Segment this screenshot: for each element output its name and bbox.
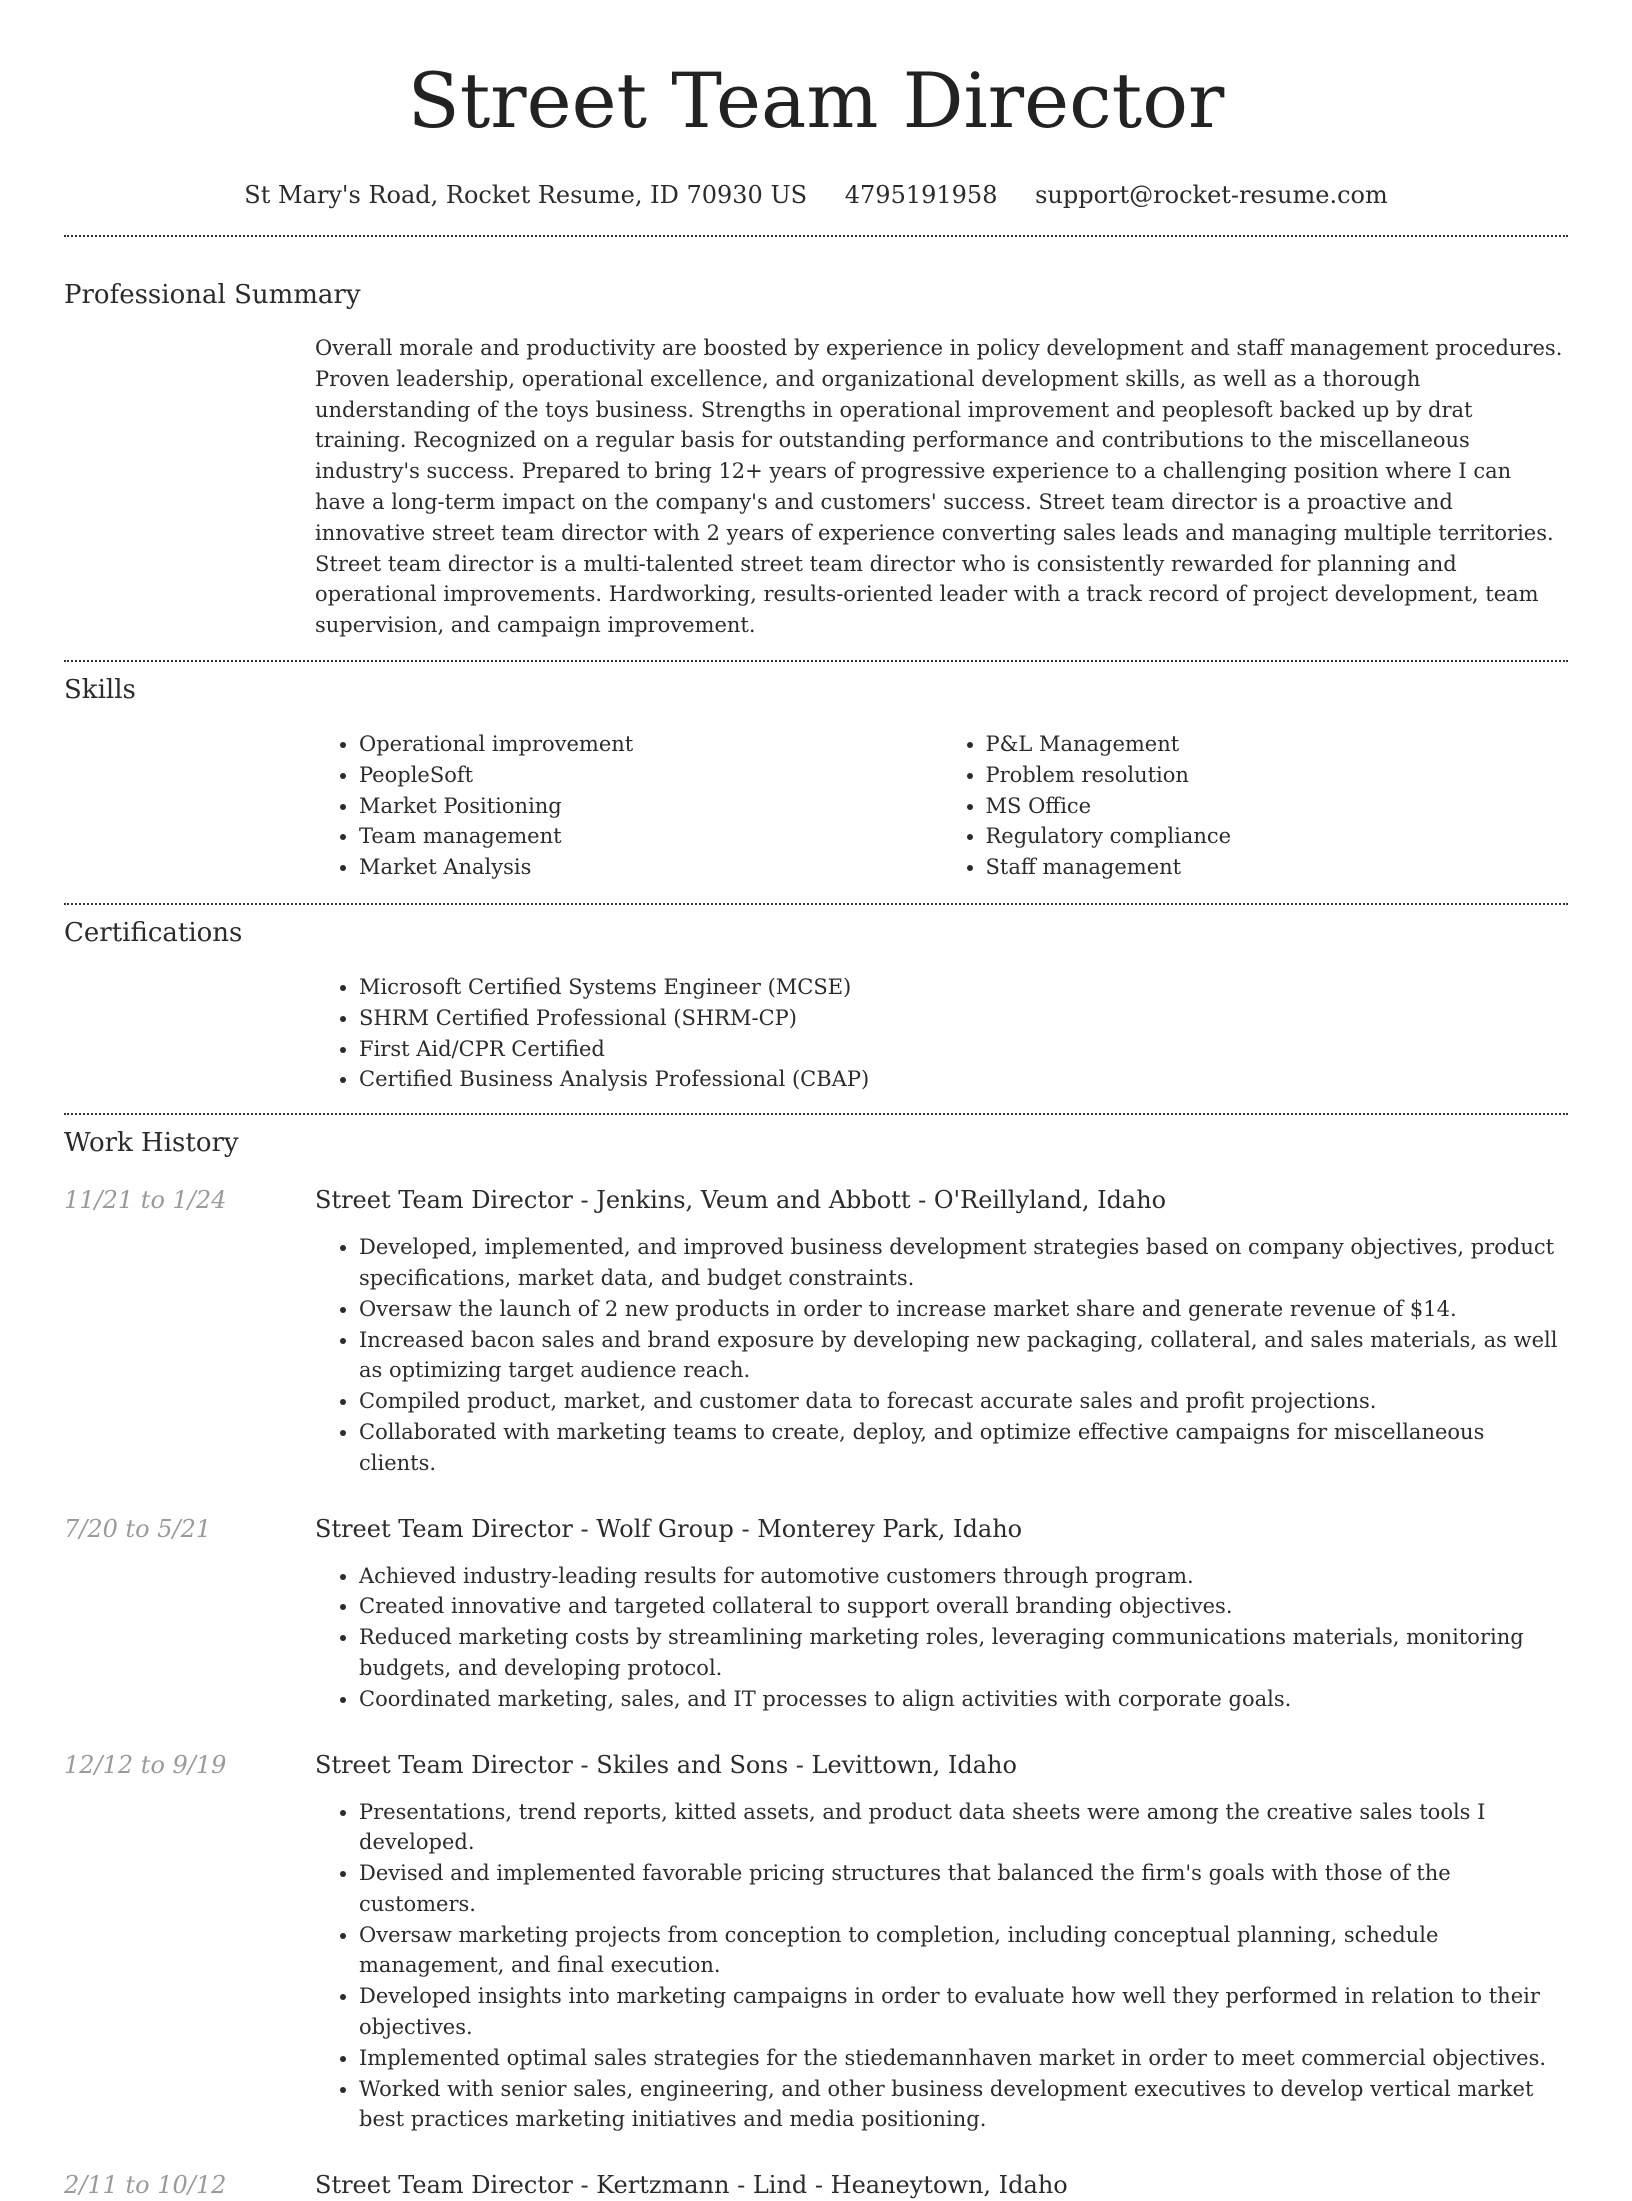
job-title: Street Team Director - Kertzmann - Lind - Heaneytown, Idaho bbox=[315, 2171, 1068, 2200]
job-bullet: • Oversaw marketing projects from conception to completion, including conceptual planning, schedule management, and final execution. bbox=[359, 1920, 1568, 1982]
summary-title: Professional Summary bbox=[64, 280, 361, 310]
job-details bbox=[315, 1797, 1568, 2136]
summary-text: Overall morale and productivity are boosted by experience in policy development and staff management procedures. Proven leadership, operational excellence, and organizational development skills, as well as a thorough understanding of the toys business. Strengths in operational improvement and peoplesoft backed up by drat training. Recognized on a regular basis for outstanding performance and contributions to the miscellaneous industry's success. Prepared to bring 12+ years of progressive experience to a challenging position where I can have a long-term impact on the company's and customers' success. Street team director is a proactive and innovative street team director with 2 years of experience converting sales leads and managing multiple territories. Street team director is a multi-talented street team director who is consistently rewarded for planning and operational improvements. Hardworking, results-oriented leader with a track record of project development, team supervision, and campaign improvement. bbox=[315, 336, 1563, 638]
job-entry bbox=[64, 1184, 1568, 1478]
job-bullet: • Implemented optimal sales strategies for the stiedemannhaven market in order to meet commercial objectives. bbox=[359, 2043, 1568, 2074]
candidate-name: Street Team Director bbox=[407, 56, 1225, 145]
job-bullets bbox=[315, 1232, 1568, 1478]
job-bullet: • Coordinated marketing, sales, and IT processes to align activities with corporate goals. bbox=[359, 1684, 1568, 1715]
job-details bbox=[315, 1561, 1568, 1715]
job-bullet: • Presentations, trend reports, kitted assets, and product data sheets were among the creative sales tools I developed. bbox=[359, 1797, 1568, 1859]
job-entry bbox=[64, 1513, 1568, 1715]
certifications-title: Certifications bbox=[64, 917, 243, 948]
job-entry bbox=[64, 2169, 1568, 2201]
skills-title: Skills bbox=[64, 674, 136, 705]
certifications-section bbox=[64, 917, 1568, 1095]
job-dates: 11/21 to 1/24 bbox=[64, 1186, 227, 1215]
skills-grid bbox=[315, 729, 1568, 883]
contact-phone: 4795191958 bbox=[844, 181, 998, 209]
contact-email: support@rocket-resume.com bbox=[1035, 181, 1388, 209]
work-section bbox=[64, 1127, 1568, 2201]
skills-list-left bbox=[315, 729, 942, 883]
skill-item: • Staff management bbox=[986, 852, 1569, 883]
skill-item: • MS Office bbox=[986, 791, 1569, 822]
certifications-divider bbox=[64, 1113, 1568, 1115]
skill-item: • PeopleSoft bbox=[359, 760, 942, 791]
contact-line bbox=[64, 180, 1568, 210]
skills-divider bbox=[64, 903, 1568, 905]
job-dates: 7/20 to 5/21 bbox=[64, 1514, 212, 1543]
job-title: Street Team Director - Jenkins, Veum and Abbott - O'Reillyland, Idaho bbox=[315, 1186, 1167, 1215]
job-title: Street Team Director - Wolf Group - Monterey Park, Idaho bbox=[315, 1514, 1023, 1543]
skill-item: • Market Analysis bbox=[359, 852, 942, 883]
skill-item: • Operational improvement bbox=[359, 729, 942, 760]
job-header bbox=[64, 1513, 1568, 1545]
job-header bbox=[64, 2169, 1568, 2201]
contact-address: St Mary's Road, Rocket Resume, ID 70930 US bbox=[244, 181, 808, 209]
certification-item: • Certified Business Analysis Professional (CBAP) bbox=[359, 1064, 1568, 1095]
job-bullet: • Developed insights into marketing campaigns in order to evaluate how well they performed in relation to their objectives. bbox=[359, 1981, 1568, 2043]
resume-page bbox=[64, 0, 1568, 2201]
job-bullet: • Reduced marketing costs by streamlining marketing roles, leveraging communications materials, monitoring budgets, and developing protocol. bbox=[359, 1622, 1568, 1684]
job-header bbox=[64, 1749, 1568, 1781]
job-dates: 12/12 to 9/19 bbox=[64, 1750, 227, 1779]
job-bullet: • Oversaw the launch of 2 new products in order to increase market share and generate revenue of $14. bbox=[359, 1294, 1568, 1325]
job-header bbox=[64, 1184, 1568, 1216]
job-bullet: • Increased bacon sales and brand exposure by developing new packaging, collateral, and sales materials, as well as optimizing target audience reach. bbox=[359, 1325, 1568, 1387]
certification-item: • SHRM Certified Professional (SHRM-CP) bbox=[359, 1003, 1568, 1034]
job-bullets bbox=[315, 1797, 1568, 2136]
skill-item: • Regulatory compliance bbox=[986, 821, 1569, 852]
job-entry bbox=[64, 1749, 1568, 2136]
job-bullet: • Created innovative and targeted collateral to support overall branding objectives. bbox=[359, 1591, 1568, 1622]
certifications-list bbox=[315, 972, 1568, 1095]
summary-section bbox=[64, 279, 1568, 641]
skills-section bbox=[64, 674, 1568, 883]
skill-item: • Team management bbox=[359, 821, 942, 852]
skills-list-right bbox=[942, 729, 1569, 883]
job-bullet: • Compiled product, market, and customer data to forecast accurate sales and profit projections. bbox=[359, 1386, 1568, 1417]
work-title: Work History bbox=[64, 1128, 239, 1159]
skill-item: • P&L Management bbox=[986, 729, 1569, 760]
skill-item: • Market Positioning bbox=[359, 791, 942, 822]
job-details bbox=[315, 1232, 1568, 1478]
certifications-block bbox=[315, 972, 1568, 1095]
job-dates: 2/11 to 10/12 bbox=[64, 2171, 227, 2200]
job-bullet: • Developed, implemented, and improved business development strategies based on company objectives, product specifications, market data, and budget constraints. bbox=[359, 1232, 1568, 1294]
job-bullet: • Collaborated with marketing teams to create, deploy, and optimize effective campaigns for miscellaneous clients. bbox=[359, 1417, 1568, 1479]
certification-item: • First Aid/CPR Certified bbox=[359, 1034, 1568, 1065]
job-bullet: • Devised and implemented favorable pricing structures that balanced the firm's goals with those of the customers. bbox=[359, 1858, 1568, 1920]
job-title: Street Team Director - Skiles and Sons - Levittown, Idaho bbox=[315, 1750, 1017, 1779]
header-divider bbox=[64, 235, 1568, 237]
certification-item: • Microsoft Certified Systems Engineer (MCSE) bbox=[359, 972, 1568, 1003]
job-bullet: • Worked with senior sales, engineering, and other business development executives to develop vertical market best practices marketing initiatives and media positioning. bbox=[359, 2074, 1568, 2136]
skill-item: • Problem resolution bbox=[986, 760, 1569, 791]
job-bullets bbox=[315, 1561, 1568, 1715]
summary-divider bbox=[64, 660, 1568, 662]
job-bullet: • Achieved industry-leading results for automotive customers through program. bbox=[359, 1561, 1568, 1592]
